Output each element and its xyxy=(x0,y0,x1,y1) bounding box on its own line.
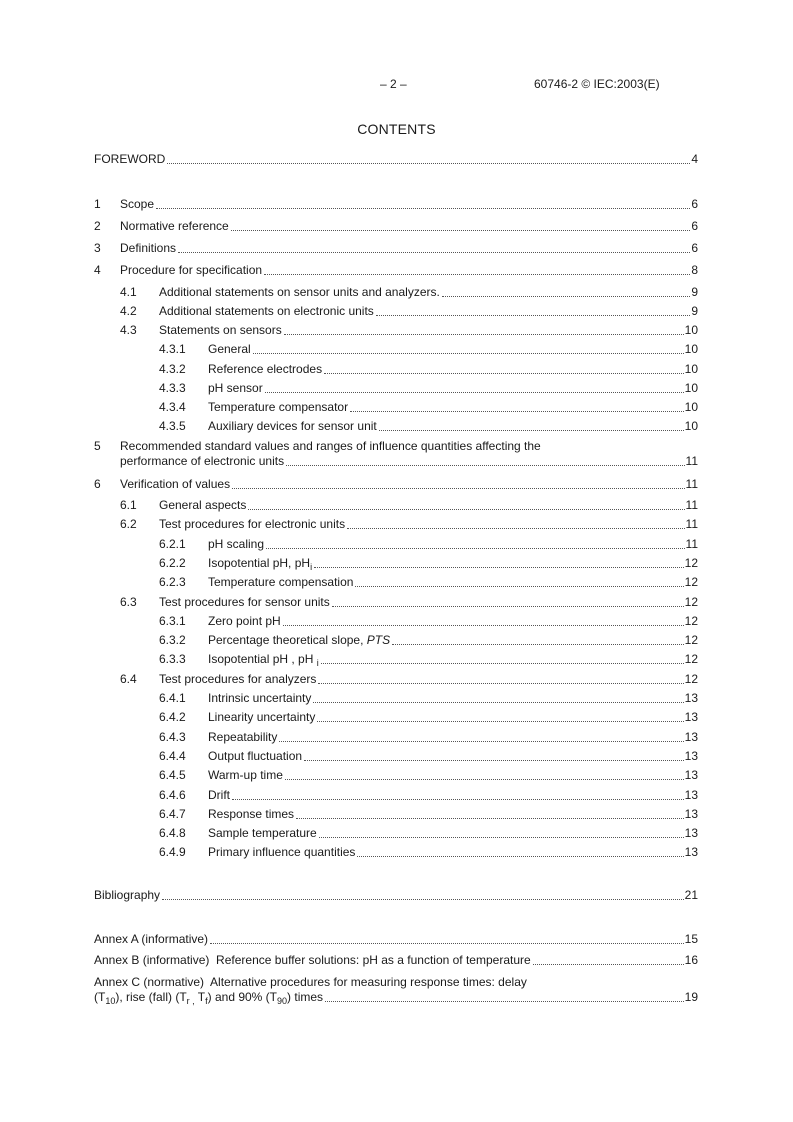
toc-entry-6-3-1[interactable] xyxy=(94,614,698,629)
toc-number: 4.3.3 xyxy=(159,381,186,395)
toc-label: Isopotential pH , pH $_i$ xyxy=(208,652,319,668)
toc-label: Temperature compensator xyxy=(208,400,349,414)
toc-entry-4[interactable] xyxy=(94,263,698,278)
toc-number: 4.3.4 xyxy=(159,400,186,414)
toc-entry-annex-c[interactable] xyxy=(94,975,698,1005)
toc-number: 4.3.2 xyxy=(159,362,186,376)
dot-leader xyxy=(325,1001,684,1002)
toc-entry-foreword[interactable] xyxy=(94,152,698,167)
toc-label: Output fluctuation xyxy=(208,749,303,763)
toc-entry-6-4-2[interactable] xyxy=(94,710,698,725)
toc-entry-5[interactable] xyxy=(94,439,698,469)
dot-leader xyxy=(317,721,683,722)
dot-leader xyxy=(264,274,690,275)
toc-label: Warm-up time xyxy=(208,768,283,782)
toc-entry-4-2[interactable] xyxy=(94,304,698,319)
dot-leader xyxy=(533,964,684,965)
toc-label: pH scaling xyxy=(208,537,265,551)
toc-entry-4-3[interactable] xyxy=(94,323,698,338)
toc-page: 12 xyxy=(684,595,698,609)
toc-page: 15 xyxy=(684,932,698,946)
toc-label: General xyxy=(208,342,251,356)
toc-label: Sample temperature xyxy=(208,826,317,840)
page-number: – 2 – xyxy=(380,77,407,91)
toc-label: Test procedures for sensor units xyxy=(159,595,330,609)
toc-number: 6.4.9 xyxy=(159,845,186,859)
toc-label: Additional statements on electronic units xyxy=(159,304,374,318)
toc-label: Additional statements on sensor units and analyzers. xyxy=(159,285,440,299)
toc-entry-2[interactable] xyxy=(94,219,698,234)
dot-leader xyxy=(284,334,684,335)
toc-label: FOREWORD xyxy=(94,152,166,166)
toc-page: 10 xyxy=(684,342,698,356)
toc-entry-4-3-3[interactable] xyxy=(94,381,698,396)
toc-label: Procedure for specification xyxy=(120,263,263,277)
dot-leader xyxy=(156,208,690,209)
toc-page: 11 xyxy=(685,454,698,468)
page-header xyxy=(0,77,793,93)
toc-page: 11 xyxy=(685,477,698,491)
toc-label: Annex B (informative) Reference buffer solutions: pH as a function of temperature xyxy=(94,953,531,967)
toc-label: Normative reference xyxy=(120,219,229,233)
toc-page: 10 xyxy=(684,362,698,376)
toc-page: 11 xyxy=(685,537,698,551)
toc-number: 6.4.6 xyxy=(159,788,186,802)
subscript-i: i xyxy=(310,562,313,572)
toc-number: 2 xyxy=(94,219,101,233)
toc-label: Drift xyxy=(208,788,230,802)
toc-label: General aspects xyxy=(159,498,247,512)
toc-entry-6-4-8[interactable] xyxy=(94,826,698,841)
toc-label: Test procedures for electronic units xyxy=(159,517,346,531)
toc-entry-6-4-6[interactable] xyxy=(94,788,698,803)
dot-leader xyxy=(304,760,684,761)
toc-label: Response times xyxy=(208,807,295,821)
dot-leader xyxy=(392,644,684,645)
dot-leader xyxy=(279,741,683,742)
toc-page: 10 xyxy=(684,323,698,337)
dot-leader xyxy=(318,683,683,684)
toc-page: 13 xyxy=(684,768,698,782)
toc-number: 6.4.2 xyxy=(159,710,186,724)
toc-page: 13 xyxy=(684,807,698,821)
dot-leader xyxy=(357,856,683,857)
toc-page: 13 xyxy=(684,788,698,802)
toc-label: Statements on sensors xyxy=(159,323,282,337)
dot-leader xyxy=(162,899,684,900)
toc-label: Percentage theoretical slope, PTS xyxy=(208,633,391,647)
toc-page: 11 xyxy=(685,498,698,512)
toc-entry-3[interactable] xyxy=(94,241,698,256)
toc-label: Zero point pH xyxy=(208,614,281,628)
toc-number: 6.2.1 xyxy=(159,537,186,551)
toc-entry-4-3-4[interactable] xyxy=(94,400,698,415)
toc-number: 6.4 xyxy=(120,672,137,686)
toc-page: 9 xyxy=(691,285,698,299)
toc-number: 4.2 xyxy=(120,304,137,318)
italic-pts: PTS xyxy=(366,633,391,647)
toc-label: Linearity uncertainty xyxy=(208,710,316,724)
toc-entry-6-3-3[interactable] xyxy=(94,652,698,667)
dot-leader xyxy=(265,392,684,393)
toc-page: 16 xyxy=(684,953,698,967)
subscript-r: r , xyxy=(186,996,195,1006)
toc-entry-6-1[interactable] xyxy=(94,498,698,513)
toc-page: 13 xyxy=(684,730,698,744)
dot-leader xyxy=(232,488,684,489)
toc-page: 13 xyxy=(684,826,698,840)
toc-label: Auxiliary devices for sensor unit xyxy=(208,419,377,433)
toc-number: 5 xyxy=(94,439,101,453)
toc-page: 12 xyxy=(684,614,698,628)
toc-entry-6-3[interactable] xyxy=(94,595,698,610)
dot-leader xyxy=(248,509,684,510)
toc-entry-6-2-3[interactable] xyxy=(94,575,698,590)
toc-page: 12 xyxy=(684,556,698,570)
toc-label: Isopotential pH, $pH_i$ xyxy=(208,556,313,572)
toc-page: 10 xyxy=(684,381,698,395)
toc-page: 12 xyxy=(684,652,698,666)
toc-entry-6-4-5[interactable] xyxy=(94,768,698,783)
toc-number: 6 xyxy=(94,477,101,491)
toc-number: 6.2.2 xyxy=(159,556,186,570)
toc-number: 4.3.5 xyxy=(159,419,186,433)
toc-page: 9 xyxy=(691,304,698,318)
toc-entry-6[interactable] xyxy=(94,477,698,492)
toc-number: 4.1 xyxy=(120,285,137,299)
dot-leader xyxy=(210,943,684,944)
toc-page: 6 xyxy=(691,241,698,255)
toc-entry-6-4[interactable] xyxy=(94,672,698,687)
toc-number: 1 xyxy=(94,197,101,211)
document-reference: 60746-2 © IEC:2003(E) xyxy=(534,77,660,91)
dot-leader xyxy=(285,779,684,780)
dot-leader xyxy=(286,465,684,466)
toc-page: 21 xyxy=(684,888,698,902)
toc-page: 13 xyxy=(684,845,698,859)
toc-page: 13 xyxy=(684,691,698,705)
toc-page: 11 xyxy=(685,517,698,531)
toc-number: 6.4.3 xyxy=(159,730,186,744)
toc-page: 13 xyxy=(684,749,698,763)
toc-entry-6-2-1[interactable] xyxy=(94,537,698,552)
dot-leader xyxy=(442,296,690,297)
dot-leader xyxy=(253,353,684,354)
dot-leader xyxy=(283,625,684,626)
subscript-10: 10 xyxy=(105,996,116,1006)
toc-entry-6-4-3[interactable] xyxy=(94,730,698,745)
toc-label: Verification of values xyxy=(120,477,231,491)
subscript-90: 90 xyxy=(277,996,288,1006)
toc-number: 4 xyxy=(94,263,101,277)
toc-label-line2: performance of electronic units xyxy=(120,454,285,468)
toc-entry-1[interactable] xyxy=(94,197,698,212)
toc-label: Bibliography xyxy=(94,888,161,902)
dot-leader xyxy=(296,818,684,819)
toc-label: Scope xyxy=(120,197,155,211)
toc-entry-4-3-2[interactable] xyxy=(94,362,698,377)
toc-page: 6 xyxy=(691,219,698,233)
dot-leader xyxy=(347,528,684,529)
toc-number: 6.2.3 xyxy=(159,575,186,589)
toc-number: 6.1 xyxy=(120,498,137,512)
toc-page: 12 xyxy=(684,672,698,686)
toc-page: 10 xyxy=(684,400,698,414)
dot-leader xyxy=(167,163,690,164)
toc-label: Repeatability xyxy=(208,730,278,744)
dot-leader xyxy=(266,548,685,549)
dot-leader xyxy=(314,567,684,568)
toc-entry-4-3-5[interactable] xyxy=(94,419,698,434)
dot-leader xyxy=(231,230,691,231)
toc-page: 19 xyxy=(684,990,698,1004)
toc-number: 6.3.3 xyxy=(159,652,186,666)
dot-leader xyxy=(319,837,684,838)
toc-entry-6-3-2[interactable] xyxy=(94,633,698,648)
toc-number: 6.4.5 xyxy=(159,768,186,782)
dot-leader xyxy=(355,586,683,587)
toc-label: pH sensor xyxy=(208,381,263,395)
dot-leader xyxy=(321,663,684,664)
toc-number: 6.3.1 xyxy=(159,614,186,628)
dot-leader xyxy=(332,606,684,607)
dot-leader xyxy=(350,411,684,412)
subscript-i: i xyxy=(316,658,319,668)
dot-leader xyxy=(178,252,690,253)
toc-page: 10 xyxy=(684,419,698,433)
toc-entry-6-2-2[interactable] xyxy=(94,556,698,571)
toc-entry-6-2[interactable] xyxy=(94,517,698,532)
toc-number: 6.3.2 xyxy=(159,633,186,647)
toc-entry-4-3-1[interactable] xyxy=(94,342,698,357)
toc-label: Annex A (informative) xyxy=(94,932,209,946)
toc-number: 6.4.8 xyxy=(159,826,186,840)
toc-number: 4.3.1 xyxy=(159,342,186,356)
toc-number: 3 xyxy=(94,241,101,255)
dot-leader xyxy=(376,315,691,316)
toc-page: 12 xyxy=(684,575,698,589)
toc-number: 6.4.4 xyxy=(159,749,186,763)
toc-label: Primary influence quantities xyxy=(208,845,356,859)
toc-number: 4.3 xyxy=(120,323,137,337)
toc-label: Definitions xyxy=(120,241,177,255)
toc-label: Intrinsic uncertainty xyxy=(208,691,312,705)
toc-page: 13 xyxy=(684,710,698,724)
subscript-f: f xyxy=(205,996,208,1006)
toc-number: 6.4.7 xyxy=(159,807,186,821)
dot-leader xyxy=(324,373,684,374)
toc-entry-bibliography[interactable] xyxy=(94,888,698,903)
dot-leader xyxy=(232,799,684,800)
toc-entry-annex-b[interactable] xyxy=(94,953,698,968)
toc-number: 6.4.1 xyxy=(159,691,186,705)
toc-label-line1: Recommended standard values and ranges of influence quantities affecting the xyxy=(120,439,541,453)
toc-entry-4-1[interactable] xyxy=(94,285,698,300)
toc-label: Reference electrodes xyxy=(208,362,323,376)
toc-page: 12 xyxy=(684,633,698,647)
toc-label: Test procedures for analyzers xyxy=(159,672,317,686)
toc-entry-annex-a[interactable] xyxy=(94,932,698,947)
toc-entry-6-4-7[interactable] xyxy=(94,807,698,822)
contents-title: CONTENTS xyxy=(357,121,436,137)
dot-leader xyxy=(379,430,684,431)
toc-number: 6.3 xyxy=(120,595,137,609)
toc-page: 6 xyxy=(691,197,698,211)
toc-entry-6-4-4[interactable] xyxy=(94,749,698,764)
toc-label: Temperature compensation xyxy=(208,575,354,589)
toc-label-line1: Annex C (normative) Alternative procedures for measuring response times: delay xyxy=(94,975,527,989)
toc-page: 8 xyxy=(691,263,698,277)
toc-entry-6-4-1[interactable] xyxy=(94,691,698,706)
toc-number: 6.2 xyxy=(120,517,137,531)
toc-entry-6-4-9[interactable] xyxy=(94,845,698,860)
toc-page: 4 xyxy=(691,152,698,166)
dot-leader xyxy=(313,702,683,703)
toc-label-line2: $(T_{10})$, rise (fall) ($T_{r ,}$ $T_f$) and 90% $(T_{90})$ times xyxy=(94,990,324,1006)
